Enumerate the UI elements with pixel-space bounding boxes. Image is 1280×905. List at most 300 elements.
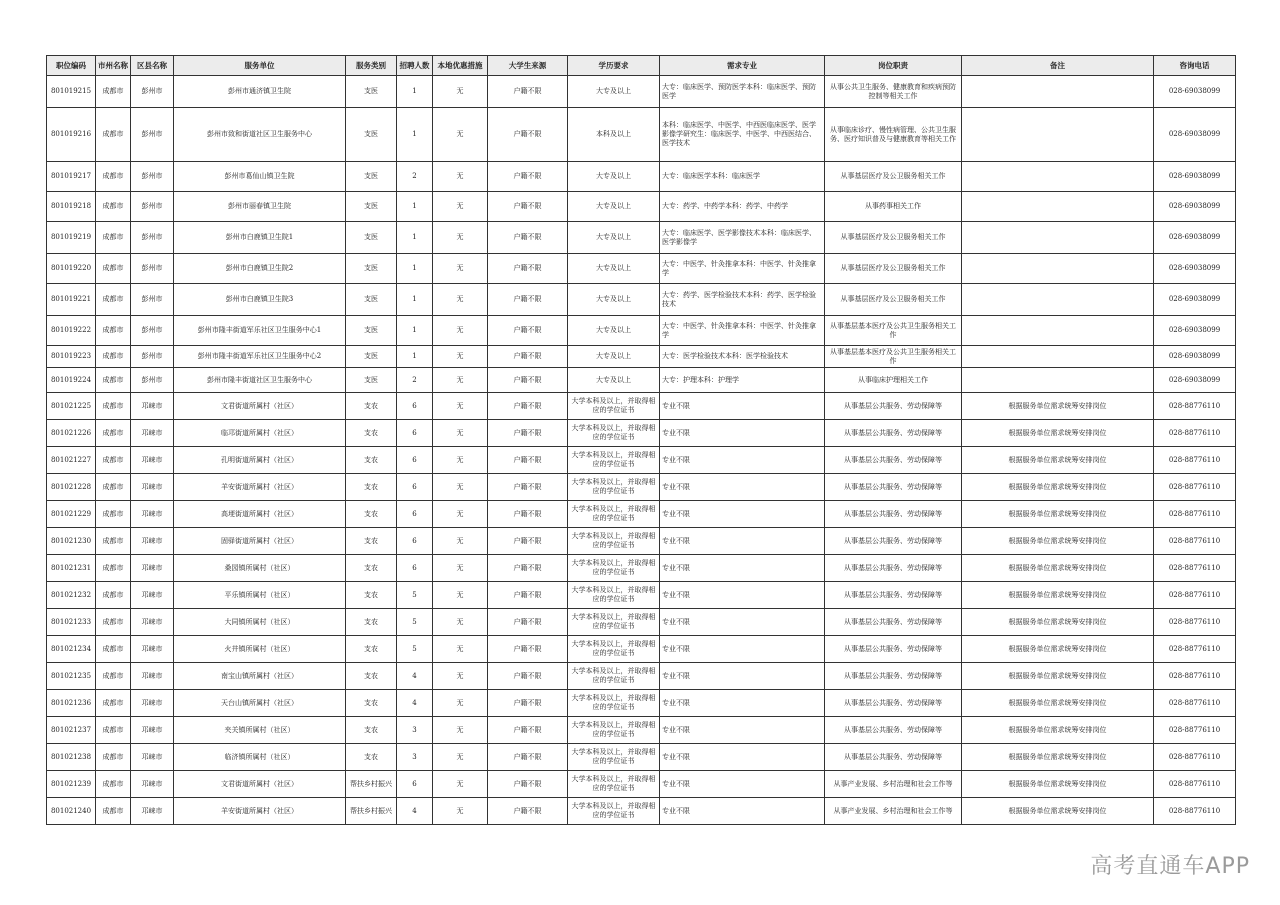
cell-city: 成都市 (96, 162, 131, 192)
cell-service-unit: 火井镇所属村（社区） (174, 636, 346, 663)
cell-city: 成都市 (96, 76, 131, 108)
cell-service-type: 支医 (346, 284, 397, 316)
cell-notes: 根据服务单位需求统筹安排岗位 (962, 393, 1154, 420)
cell-service-unit: 彭州市通济镇卫生院 (174, 76, 346, 108)
cell-major: 大专：临床医学、预防医学本科：临床医学、预防医学 (660, 76, 825, 108)
cell-major: 专业不限 (660, 798, 825, 825)
table-row (47, 346, 1236, 368)
cell-phone: 028-69038099 (1154, 346, 1236, 368)
cell-notes: 根据服务单位需求统筹安排岗位 (962, 717, 1154, 744)
cell-city: 成都市 (96, 582, 131, 609)
cell-service-unit: 彭州市丽春镇卫生院 (174, 192, 346, 222)
cell-city: 成都市 (96, 222, 131, 254)
cell-position-code: 801019217 (47, 162, 96, 192)
cell-service-type: 帮扶乡村振兴 (346, 771, 397, 798)
cell-notes (962, 108, 1154, 162)
cell-notes: 根据服务单位需求统筹安排岗位 (962, 501, 1154, 528)
cell-notes: 根据服务单位需求统筹安排岗位 (962, 744, 1154, 771)
cell-local-benefits: 无 (433, 663, 488, 690)
cell-education: 大学本科及以上，并取得相应的学位证书 (568, 501, 660, 528)
cell-local-benefits: 无 (433, 744, 488, 771)
cell-county: 彭州市 (131, 368, 174, 393)
cell-service-unit: 大同镇所属村（社区） (174, 609, 346, 636)
cell-major: 大专：药学、中药学本科：药学、中药学 (660, 192, 825, 222)
cell-city: 成都市 (96, 420, 131, 447)
table-row (47, 555, 1236, 582)
cell-duties: 从事药事相关工作 (825, 192, 962, 222)
cell-service-unit: 平乐镇所属村（社区） (174, 582, 346, 609)
cell-position-code: 801021225 (47, 393, 96, 420)
cell-notes: 根据服务单位需求统筹安排岗位 (962, 609, 1154, 636)
watermark-logo-text: 高考直通车APP (1090, 854, 1250, 879)
cell-major: 专业不限 (660, 744, 825, 771)
cell-headcount: 6 (397, 528, 433, 555)
cell-education: 大专及以上 (568, 222, 660, 254)
cell-major: 专业不限 (660, 663, 825, 690)
cell-notes (962, 222, 1154, 254)
cell-county: 彭州市 (131, 346, 174, 368)
cell-city: 成都市 (96, 393, 131, 420)
cell-major: 本科：临床医学、中医学、中西医临床医学、医学影像学研究生：临床医学、中医学、中西医结合、医学技术 (660, 108, 825, 162)
cell-student-origin: 户籍不限 (488, 222, 568, 254)
cell-service-type: 支医 (346, 222, 397, 254)
cell-major: 专业不限 (660, 771, 825, 798)
cell-position-code: 801021239 (47, 771, 96, 798)
cell-education: 大学本科及以上，并取得相应的学位证书 (568, 798, 660, 825)
cell-major: 专业不限 (660, 420, 825, 447)
cell-local-benefits: 无 (433, 108, 488, 162)
cell-headcount: 5 (397, 582, 433, 609)
cell-student-origin: 户籍不限 (488, 501, 568, 528)
cell-duties: 从事基层公共服务、劳动保障等 (825, 447, 962, 474)
cell-education: 大专及以上 (568, 346, 660, 368)
recruitment-table-sheet (46, 55, 1235, 825)
cell-notes (962, 162, 1154, 192)
header-headcount: 招聘人数 (397, 56, 433, 76)
cell-service-unit: 固驿街道所属村（社区） (174, 528, 346, 555)
table-row (47, 474, 1236, 501)
cell-headcount: 4 (397, 663, 433, 690)
table-row (47, 636, 1236, 663)
cell-duties: 从事产业发展、乡村治理和社会工作等 (825, 798, 962, 825)
cell-service-unit: 孔明街道所属村（社区） (174, 447, 346, 474)
cell-student-origin: 户籍不限 (488, 162, 568, 192)
cell-phone: 028-88776110 (1154, 582, 1236, 609)
header-major: 需求专业 (660, 56, 825, 76)
cell-headcount: 1 (397, 254, 433, 284)
cell-county: 邛崃市 (131, 690, 174, 717)
cell-service-unit: 彭州市隆丰街道军乐社区卫生服务中心2 (174, 346, 346, 368)
cell-student-origin: 户籍不限 (488, 316, 568, 346)
cell-position-code: 801019220 (47, 254, 96, 284)
table-row (47, 192, 1236, 222)
cell-notes: 根据服务单位需求统筹安排岗位 (962, 420, 1154, 447)
cell-duties: 从事基层公共服务、劳动保障等 (825, 528, 962, 555)
cell-position-code: 801021240 (47, 798, 96, 825)
cell-city: 成都市 (96, 555, 131, 582)
cell-phone: 028-88776110 (1154, 798, 1236, 825)
cell-headcount: 6 (397, 474, 433, 501)
cell-position-code: 801021236 (47, 690, 96, 717)
cell-student-origin: 户籍不限 (488, 798, 568, 825)
cell-student-origin: 户籍不限 (488, 771, 568, 798)
cell-major: 大专：药学、医学检验技术本科：药学、医学检验技术 (660, 284, 825, 316)
cell-education: 大专及以上 (568, 368, 660, 393)
cell-county: 邛崃市 (131, 420, 174, 447)
cell-headcount: 6 (397, 420, 433, 447)
cell-local-benefits: 无 (433, 636, 488, 663)
table-row (47, 663, 1236, 690)
cell-city: 成都市 (96, 346, 131, 368)
cell-student-origin: 户籍不限 (488, 284, 568, 316)
cell-position-code: 801019223 (47, 346, 96, 368)
table-row (47, 368, 1236, 393)
cell-notes: 根据服务单位需求统筹安排岗位 (962, 663, 1154, 690)
cell-duties: 从事基层公共服务、劳动保障等 (825, 501, 962, 528)
cell-city: 成都市 (96, 447, 131, 474)
cell-phone: 028-69038099 (1154, 108, 1236, 162)
cell-student-origin: 户籍不限 (488, 582, 568, 609)
cell-county: 邛崃市 (131, 663, 174, 690)
cell-notes: 根据服务单位需求统筹安排岗位 (962, 528, 1154, 555)
cell-education: 大学本科及以上，并取得相应的学位证书 (568, 744, 660, 771)
cell-local-benefits: 无 (433, 368, 488, 393)
cell-education: 大学本科及以上，并取得相应的学位证书 (568, 555, 660, 582)
cell-education: 大学本科及以上，并取得相应的学位证书 (568, 690, 660, 717)
cell-service-type: 支医 (346, 316, 397, 346)
cell-duties: 从事产业发展、乡村治理和社会工作等 (825, 771, 962, 798)
table-row (47, 284, 1236, 316)
cell-student-origin: 户籍不限 (488, 528, 568, 555)
cell-service-type: 支农 (346, 555, 397, 582)
cell-position-code: 801019218 (47, 192, 96, 222)
cell-headcount: 6 (397, 501, 433, 528)
cell-major: 专业不限 (660, 555, 825, 582)
table-row (47, 771, 1236, 798)
cell-notes (962, 368, 1154, 393)
cell-student-origin: 户籍不限 (488, 474, 568, 501)
cell-major: 专业不限 (660, 447, 825, 474)
cell-notes (962, 346, 1154, 368)
cell-notes (962, 254, 1154, 284)
cell-duties: 从事基层公共服务、劳动保障等 (825, 663, 962, 690)
header-local-benefits: 本地优惠措施 (433, 56, 488, 76)
cell-position-code: 801021233 (47, 609, 96, 636)
cell-phone: 028-69038099 (1154, 192, 1236, 222)
cell-notes (962, 76, 1154, 108)
cell-major: 专业不限 (660, 609, 825, 636)
cell-service-unit: 彭州市葛仙山镇卫生院 (174, 162, 346, 192)
cell-local-benefits: 无 (433, 346, 488, 368)
cell-headcount: 2 (397, 368, 433, 393)
cell-phone: 028-69038099 (1154, 284, 1236, 316)
cell-city: 成都市 (96, 744, 131, 771)
cell-service-unit: 高埂街道所属村（社区） (174, 501, 346, 528)
cell-duties: 从事基层基本医疗及公共卫生服务相关工作 (825, 346, 962, 368)
cell-education: 大专及以上 (568, 254, 660, 284)
cell-major: 大专：护理本科：护理学 (660, 368, 825, 393)
cell-phone: 028-88776110 (1154, 771, 1236, 798)
cell-headcount: 6 (397, 447, 433, 474)
cell-major: 大专：中医学、针灸推拿本科：中医学、针灸推拿学 (660, 316, 825, 346)
cell-county: 邛崃市 (131, 528, 174, 555)
cell-city: 成都市 (96, 501, 131, 528)
table-row (47, 76, 1236, 108)
cell-education: 大学本科及以上，并取得相应的学位证书 (568, 582, 660, 609)
cell-duties: 从事基层公共服务、劳动保障等 (825, 690, 962, 717)
header-duties: 岗位职责 (825, 56, 962, 76)
cell-city: 成都市 (96, 690, 131, 717)
cell-position-code: 801021226 (47, 420, 96, 447)
cell-student-origin: 户籍不限 (488, 108, 568, 162)
cell-phone: 028-88776110 (1154, 474, 1236, 501)
cell-county: 彭州市 (131, 108, 174, 162)
cell-duties: 从事临床护理相关工作 (825, 368, 962, 393)
cell-headcount: 6 (397, 555, 433, 582)
cell-local-benefits: 无 (433, 582, 488, 609)
cell-major: 专业不限 (660, 528, 825, 555)
cell-local-benefits: 无 (433, 447, 488, 474)
table-row (47, 717, 1236, 744)
cell-duties: 从事基层公共服务、劳动保障等 (825, 393, 962, 420)
cell-major: 大专：临床医学、医学影像技术本科：临床医学、医学影像学 (660, 222, 825, 254)
cell-service-type: 支医 (346, 346, 397, 368)
table-row (47, 582, 1236, 609)
header-student-origin: 大学生来源 (488, 56, 568, 76)
table-row (47, 501, 1236, 528)
header-service-unit: 服务单位 (174, 56, 346, 76)
cell-position-code: 801019221 (47, 284, 96, 316)
cell-city: 成都市 (96, 192, 131, 222)
cell-education: 大学本科及以上，并取得相应的学位证书 (568, 474, 660, 501)
cell-local-benefits: 无 (433, 192, 488, 222)
header-position-code: 职位编码 (47, 56, 96, 76)
cell-student-origin: 户籍不限 (488, 609, 568, 636)
table-row (47, 222, 1236, 254)
cell-county: 邛崃市 (131, 717, 174, 744)
cell-position-code: 801019222 (47, 316, 96, 346)
cell-city: 成都市 (96, 663, 131, 690)
cell-student-origin: 户籍不限 (488, 346, 568, 368)
cell-local-benefits: 无 (433, 528, 488, 555)
cell-position-code: 801021237 (47, 717, 96, 744)
cell-city: 成都市 (96, 254, 131, 284)
cell-position-code: 801021229 (47, 501, 96, 528)
cell-duties: 从事基层公共服务、劳动保障等 (825, 744, 962, 771)
cell-phone: 028-69038099 (1154, 162, 1236, 192)
table-row (47, 744, 1236, 771)
table-row (47, 447, 1236, 474)
cell-major: 专业不限 (660, 717, 825, 744)
cell-education: 大专及以上 (568, 284, 660, 316)
cell-service-unit: 彭州市隆丰街道社区卫生服务中心 (174, 368, 346, 393)
cell-headcount: 1 (397, 76, 433, 108)
header-service-type: 服务类别 (346, 56, 397, 76)
cell-local-benefits: 无 (433, 222, 488, 254)
cell-service-type: 支农 (346, 501, 397, 528)
cell-education: 大专及以上 (568, 76, 660, 108)
cell-headcount: 3 (397, 717, 433, 744)
cell-position-code: 801021228 (47, 474, 96, 501)
cell-education: 大专及以上 (568, 316, 660, 346)
cell-phone: 028-88776110 (1154, 447, 1236, 474)
cell-phone: 028-88776110 (1154, 420, 1236, 447)
cell-service-type: 支农 (346, 663, 397, 690)
cell-phone: 028-69038099 (1154, 316, 1236, 346)
cell-local-benefits: 无 (433, 798, 488, 825)
cell-county: 邛崃市 (131, 582, 174, 609)
cell-service-unit: 南宝山镇所属村（社区） (174, 663, 346, 690)
cell-county: 彭州市 (131, 222, 174, 254)
cell-service-unit: 文君街道所属村（社区） (174, 393, 346, 420)
cell-headcount: 1 (397, 346, 433, 368)
cell-notes: 根据服务单位需求统筹安排岗位 (962, 474, 1154, 501)
cell-education: 大学本科及以上，并取得相应的学位证书 (568, 393, 660, 420)
cell-position-code: 801021235 (47, 663, 96, 690)
cell-student-origin: 户籍不限 (488, 254, 568, 284)
cell-education: 大学本科及以上，并取得相应的学位证书 (568, 663, 660, 690)
cell-education: 大学本科及以上，并取得相应的学位证书 (568, 420, 660, 447)
cell-service-type: 支医 (346, 368, 397, 393)
cell-county: 邛崃市 (131, 555, 174, 582)
cell-duties: 从事基层公共服务、劳动保障等 (825, 474, 962, 501)
cell-service-unit: 临济镇所属村（社区） (174, 744, 346, 771)
cell-city: 成都市 (96, 316, 131, 346)
cell-service-unit: 彭州市白鹿镇卫生院2 (174, 254, 346, 284)
cell-county: 邛崃市 (131, 636, 174, 663)
table-row (47, 254, 1236, 284)
cell-position-code: 801021232 (47, 582, 96, 609)
cell-service-unit: 彭州市隆丰街道军乐社区卫生服务中心1 (174, 316, 346, 346)
cell-headcount: 3 (397, 744, 433, 771)
cell-education: 大学本科及以上，并取得相应的学位证书 (568, 528, 660, 555)
cell-service-type: 支农 (346, 717, 397, 744)
cell-service-type: 支农 (346, 474, 397, 501)
cell-duties: 从事基层基本医疗及公共卫生服务相关工作 (825, 316, 962, 346)
cell-local-benefits: 无 (433, 420, 488, 447)
cell-duties: 从事基层公共服务、劳动保障等 (825, 636, 962, 663)
cell-major: 专业不限 (660, 690, 825, 717)
cell-notes (962, 192, 1154, 222)
header-notes: 备注 (962, 56, 1154, 76)
cell-education: 大学本科及以上，并取得相应的学位证书 (568, 609, 660, 636)
cell-duties: 从事公共卫生服务、健康教育和疾病预防控制等相关工作 (825, 76, 962, 108)
cell-student-origin: 户籍不限 (488, 717, 568, 744)
cell-service-unit: 天台山镇所属村（社区） (174, 690, 346, 717)
cell-headcount: 2 (397, 162, 433, 192)
cell-city: 成都市 (96, 609, 131, 636)
cell-notes (962, 316, 1154, 346)
cell-county: 彭州市 (131, 284, 174, 316)
cell-major: 大专：中医学、针灸推拿本科：中医学、针灸推拿学 (660, 254, 825, 284)
cell-student-origin: 户籍不限 (488, 368, 568, 393)
cell-service-type: 支医 (346, 76, 397, 108)
table-row (47, 162, 1236, 192)
cell-headcount: 1 (397, 108, 433, 162)
cell-education: 大学本科及以上，并取得相应的学位证书 (568, 717, 660, 744)
table-row (47, 798, 1236, 825)
cell-student-origin: 户籍不限 (488, 192, 568, 222)
cell-major: 大专：临床医学本科：临床医学 (660, 162, 825, 192)
cell-major: 专业不限 (660, 636, 825, 663)
cell-duties: 从事基层公共服务、劳动保障等 (825, 717, 962, 744)
cell-major: 专业不限 (660, 474, 825, 501)
cell-headcount: 1 (397, 192, 433, 222)
cell-headcount: 6 (397, 393, 433, 420)
cell-duties: 从事基层公共服务、劳动保障等 (825, 555, 962, 582)
cell-local-benefits: 无 (433, 771, 488, 798)
table-row (47, 690, 1236, 717)
cell-city: 成都市 (96, 771, 131, 798)
table-row (47, 609, 1236, 636)
cell-phone: 028-88776110 (1154, 663, 1236, 690)
cell-service-unit: 羊安街道所属村（社区） (174, 474, 346, 501)
cell-major: 专业不限 (660, 501, 825, 528)
cell-notes: 根据服务单位需求统筹安排岗位 (962, 798, 1154, 825)
cell-service-unit: 彭州市致和街道社区卫生服务中心 (174, 108, 346, 162)
table-row (47, 528, 1236, 555)
cell-education: 大学本科及以上，并取得相应的学位证书 (568, 771, 660, 798)
cell-student-origin: 户籍不限 (488, 393, 568, 420)
cell-service-type: 支医 (346, 254, 397, 284)
table-body (47, 76, 1236, 825)
cell-local-benefits: 无 (433, 76, 488, 108)
cell-city: 成都市 (96, 798, 131, 825)
cell-service-type: 支农 (346, 609, 397, 636)
cell-notes: 根据服务单位需求统筹安排岗位 (962, 555, 1154, 582)
cell-city: 成都市 (96, 284, 131, 316)
cell-service-type: 支农 (346, 582, 397, 609)
cell-local-benefits: 无 (433, 474, 488, 501)
cell-position-code: 801019219 (47, 222, 96, 254)
cell-service-type: 支农 (346, 420, 397, 447)
cell-phone: 028-88776110 (1154, 501, 1236, 528)
cell-position-code: 801019216 (47, 108, 96, 162)
cell-county: 彭州市 (131, 316, 174, 346)
cell-county: 邛崃市 (131, 393, 174, 420)
table-row (47, 316, 1236, 346)
table-row (47, 108, 1236, 162)
cell-position-code: 801021234 (47, 636, 96, 663)
cell-headcount: 6 (397, 771, 433, 798)
cell-service-type: 支农 (346, 744, 397, 771)
cell-education: 大学本科及以上，并取得相应的学位证书 (568, 636, 660, 663)
cell-education: 大专及以上 (568, 192, 660, 222)
cell-county: 彭州市 (131, 76, 174, 108)
cell-headcount: 1 (397, 316, 433, 346)
cell-major: 专业不限 (660, 393, 825, 420)
cell-notes: 根据服务单位需求统筹安排岗位 (962, 582, 1154, 609)
cell-education: 本科及以上 (568, 108, 660, 162)
table-header-row (47, 56, 1236, 76)
header-county: 区县名称 (131, 56, 174, 76)
header-education: 学历要求 (568, 56, 660, 76)
cell-phone: 028-69038099 (1154, 368, 1236, 393)
cell-phone: 028-88776110 (1154, 393, 1236, 420)
cell-notes: 根据服务单位需求统筹安排岗位 (962, 771, 1154, 798)
cell-service-type: 支农 (346, 690, 397, 717)
cell-service-type: 支医 (346, 162, 397, 192)
cell-duties: 从事临床诊疗、慢性病管理、公共卫生服务、医疗知识普及与健康教育等相关工作 (825, 108, 962, 162)
cell-notes: 根据服务单位需求统筹安排岗位 (962, 447, 1154, 474)
cell-position-code: 801019215 (47, 76, 96, 108)
cell-duties: 从事基层医疗及公卫服务相关工作 (825, 284, 962, 316)
cell-county: 邛崃市 (131, 474, 174, 501)
cell-phone: 028-69038099 (1154, 254, 1236, 284)
cell-service-type: 支农 (346, 447, 397, 474)
cell-service-unit: 彭州市白鹿镇卫生院1 (174, 222, 346, 254)
cell-headcount: 5 (397, 636, 433, 663)
